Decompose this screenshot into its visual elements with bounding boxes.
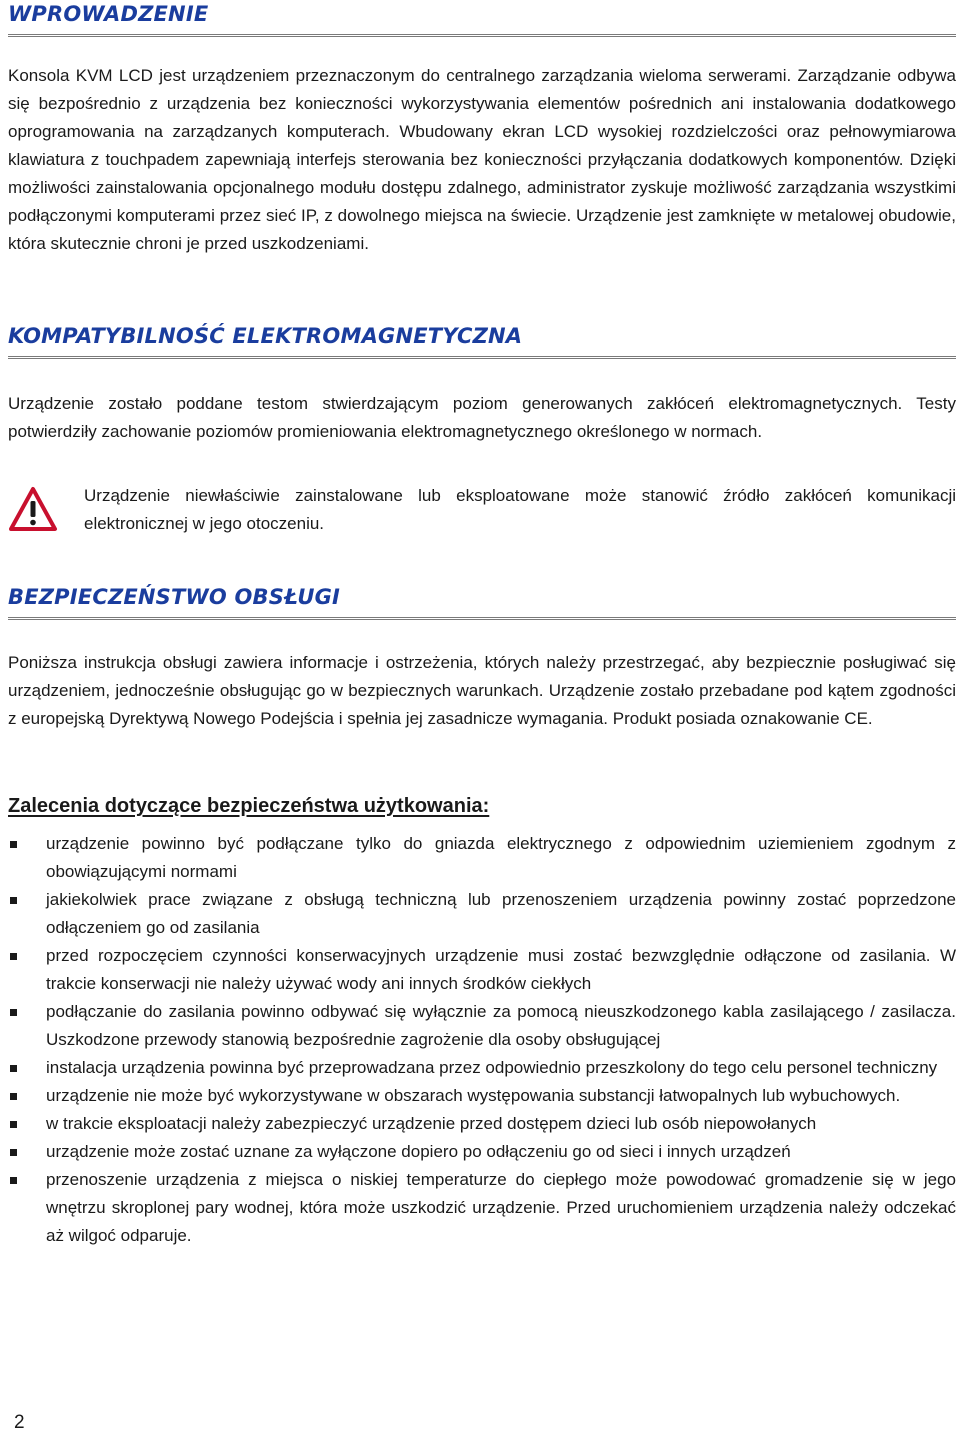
list-item — [8, 1054, 956, 1082]
list-item — [8, 998, 956, 1054]
bullet-square-icon — [10, 1177, 17, 1184]
bullet-square-icon — [10, 1121, 17, 1128]
warning-text: Urządzenie niewłaściwie zainstalowane lub eksploatowane może stanowić źródło zakłóceń komunikacji elektronicznej w jego otoczeniu. — [84, 486, 956, 533]
safety-subheading: Zalecenia dotyczące bezpieczeństwa użytkowania: — [8, 795, 490, 817]
list-item — [8, 942, 956, 998]
warning-triangle-icon — [8, 486, 58, 532]
bullet-square-icon — [10, 1149, 17, 1156]
list-item-text: urządzenie nie może być wykorzystywane w obszarach występowania substancji łatwopalnych lub wybuchowych. — [46, 1086, 901, 1105]
intro-paragraph: Konsola KVM LCD jest urządzeniem przeznaczonym do centralnego zarządzania wieloma serwerami. Zarządzanie odbywa się bezpośrednio z urządzenia bez konieczności wykorzystywania elementów pośrednich ani instalowania dodatkowego oprogramowania na zarządzanych komputerach. Wbudowany ekran LCD wysokiej rozdzielczości oraz pełnowymiarowa klawiatura z touchpadem zapewniają interfejs sterowania bez konieczności przyłączania dodatkowych komponentów. Dzięki możliwości zainstalowania opcjonalnego modułu dostępu zdalnego, administrator zyskuje możliwość zarządzania wszystkimi podłączonymi komputerami przez sieć IP, z dowolnego miejsca na świecie. Urządzenie jest zamknięte w metalowej obudowie, która skutecznie chroni je przed uszkodzeniami. — [8, 66, 956, 253]
page-number: 2 — [14, 1412, 25, 1433]
bullet-square-icon — [10, 897, 17, 904]
list-item-text: podłączanie do zasilania powinno odbywać się wyłącznie za pomocą nieuszkodzonego kabla zasilającego / zasilacza. Uszkodzone przewody stanowią bezpośrednie zagrożenie dla osoby obsługującej — [46, 1002, 956, 1049]
section-title-intro: WPROWADZENIE — [8, 2, 209, 26]
list-item-text: jakiekolwiek prace związane z obsługą techniczną lub przenoszeniem urządzenia powinny zostać poprzedzone odłączeniem go od zasilania — [46, 890, 956, 937]
bullet-square-icon — [10, 953, 17, 960]
bullet-square-icon — [10, 1093, 17, 1100]
section-divider — [8, 617, 956, 620]
section-divider — [8, 34, 956, 37]
section-title-emc: KOMPATYBILNOŚĆ ELEKTROMAGNETYCZNA — [8, 324, 523, 348]
safety-paragraph: Poniższa instrukcja obsługi zawiera informacje i ostrzeżenia, których należy przestrzegać, aby bezpiecznie posługiwać się urządzeniem, jednocześnie obsługując go w bezpiecznych warunkach. Urządzenie zostało przebadane pod kątem zgodności z europejską Dyrektywą Nowego Podejścia i spełnia jej zasadnicze wymagania. Produkt posiada oznakowanie CE. — [8, 653, 956, 728]
list-item-text: urządzenie powinno być podłączane tylko do gniazda elektrycznego z odpowiednim uziemieniem zgodnym z obowiązującymi normami — [46, 834, 956, 881]
section-safety — [8, 583, 956, 620]
list-item — [8, 1166, 956, 1250]
bullet-square-icon — [10, 841, 17, 848]
list-item-text: w trakcie eksploatacji należy zabezpieczyć urządzenie przed dostępem dzieci lub osób niepowołanych — [46, 1114, 817, 1133]
section-intro — [8, 0, 956, 37]
list-item — [8, 1110, 956, 1138]
list-item-text: przenoszenie urządzenia z miejsca o niskiej temperaturze do ciepłego może powodować gromadzenie się w jego wnętrzu skroplonej pary wodnej, która może uszkodzić urządzenie. Przed uruchomieniem urządzenia należy odczekać aż wilgoć odparuje. — [46, 1170, 956, 1245]
section-title-safety: BEZPIECZEŃSTWO OBSŁUGI — [8, 585, 341, 609]
list-item — [8, 1138, 956, 1166]
list-item-text: urządzenie może zostać uznane za wyłączone dopiero po odłączeniu go od sieci i innych urządzeń — [46, 1142, 791, 1161]
list-item — [8, 1082, 956, 1110]
list-item — [8, 830, 956, 886]
section-divider — [8, 356, 956, 359]
section-emc — [8, 322, 956, 359]
list-item — [8, 886, 956, 942]
list-item-text: przed rozpoczęciem czynności konserwacyjnych urządzenie musi zostać bezwzględnie odłączone od zasilania. W trakcie konserwacji nie należy używać wody ani innych środków ciekłych — [46, 946, 956, 993]
warning-note — [8, 482, 956, 542]
emc-paragraph: Urządzenie zostało poddane testom stwierdzającym poziom generowanych zakłóceń elektromagnetycznych. Testy potwierdziły zachowanie poziomów promieniowania elektromagnetycznego określonego w normach. — [8, 394, 956, 441]
list-item-text: instalacja urządzenia powinna być przeprowadzana przez odpowiednio przeszkolony do tego celu personel techniczny — [46, 1058, 938, 1077]
bullet-square-icon — [10, 1009, 17, 1016]
safety-recommendations-list — [8, 830, 956, 1250]
bullet-square-icon — [10, 1065, 17, 1072]
